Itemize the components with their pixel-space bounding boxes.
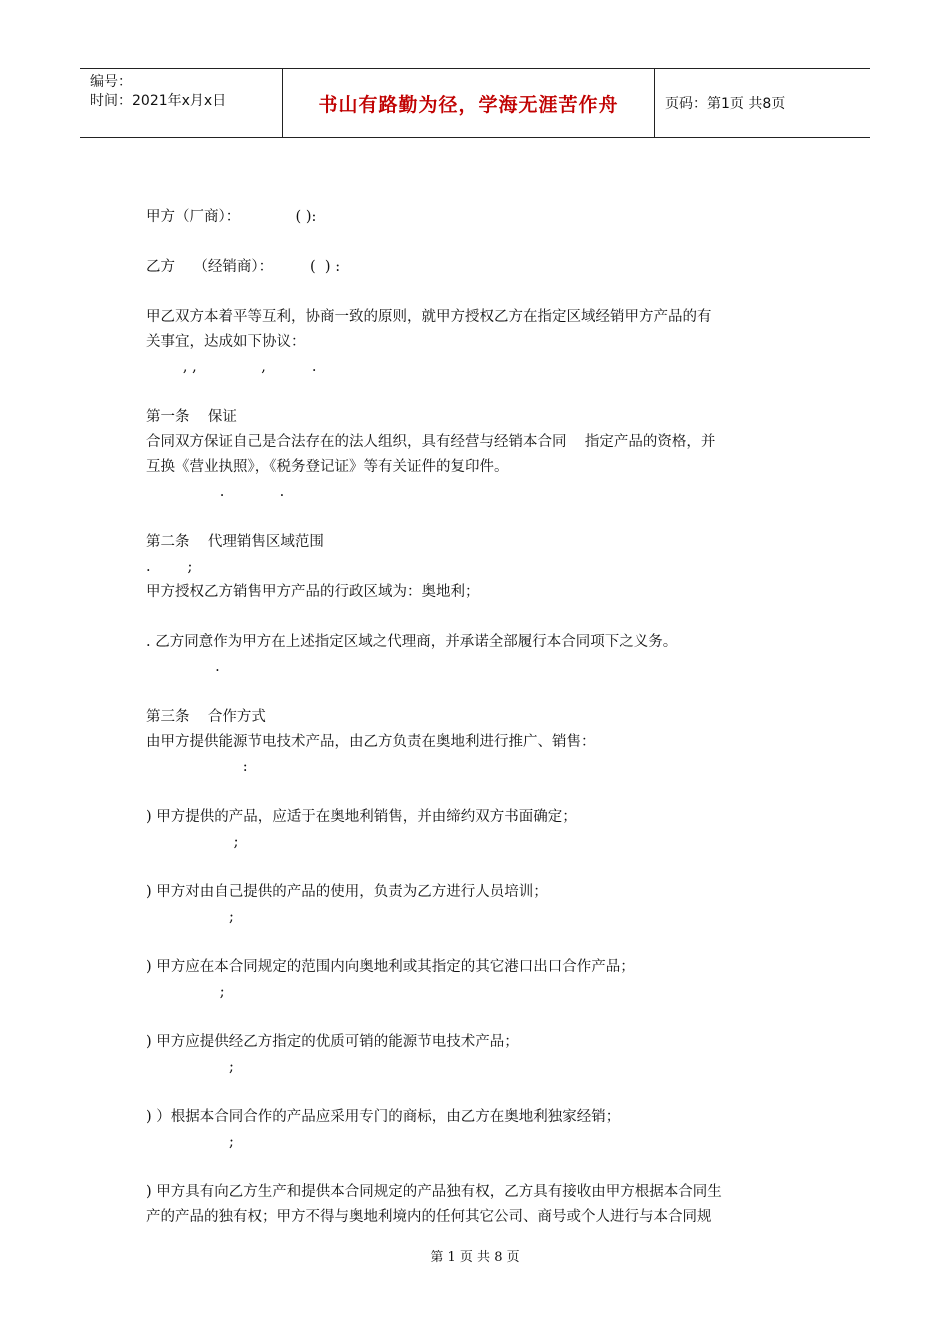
article-3-item-3: ) 甲方应在本合同规定的范围内向奥地利或其指定的其它港口出口合作产品； bbox=[146, 959, 635, 975]
document-time-label: 时间：2021年x月x日 bbox=[90, 93, 227, 109]
page-header bbox=[80, 68, 870, 138]
contract-body bbox=[146, 205, 814, 1230]
article-2-punctuation-2: . bbox=[146, 659, 220, 675]
party-a-line: 甲方（厂商）： ( ): bbox=[146, 209, 317, 225]
article-3-item-3-punctuation: ; bbox=[146, 984, 225, 1000]
header-page-info: 页码：第1页 共8页 bbox=[665, 96, 786, 112]
document-number-label: 编号： bbox=[90, 74, 132, 90]
article-3-item-5-punctuation: ; bbox=[146, 1134, 234, 1150]
article-3-item-5: ) ）根据本合同合作的产品应采用专门的商标，由乙方在奥地利独家经销； bbox=[146, 1109, 621, 1125]
article-1-line-1: 合同双方保证自己是合法存在的法人组织，具有经营与经销本合同 指定产品的资格，并 bbox=[146, 434, 716, 450]
intro-line-2: 关事宜，达成如下协议： bbox=[146, 334, 306, 350]
article-3-item-4-punctuation: ; bbox=[146, 1059, 234, 1075]
article-3-title: 第三条 合作方式 bbox=[146, 709, 266, 725]
article-3-item-1: ) 甲方提供的产品，应适于在奥地利销售，并由缔约双方书面确定； bbox=[146, 809, 577, 825]
article-3-item-2-punctuation: ; bbox=[146, 909, 234, 925]
header-motto: 书山有路勤为径，学海无涯苦作舟 bbox=[282, 69, 655, 137]
article-3-item-6-line-2: 产的产品的独有权；甲方不得与奥地利境内的任何其它公司、商号或个人进行与本合同规 bbox=[146, 1209, 712, 1225]
article-2-title: 第二条 代理销售区域范围 bbox=[146, 534, 324, 550]
article-3-item-2: ) 甲方对由自己提供的产品的使用，负责为乙方进行人员培训； bbox=[146, 884, 548, 900]
article-2-line-2: . 乙方同意作为甲方在上述指定区域之代理商，并承诺全部履行本合同项下之义务。 bbox=[146, 634, 678, 650]
article-1-line-2: 互换《营业执照》，《税务登记证》等有关证件的复印件。 bbox=[146, 459, 509, 475]
header-meta bbox=[80, 69, 282, 137]
page-footer: 第 1 页 共 8 页 bbox=[430, 1250, 520, 1265]
article-1-title: 第一条 保证 bbox=[146, 409, 237, 425]
party-b-line: 乙方 （经销商）： ( ) : bbox=[146, 259, 341, 275]
article-2-line-1: 甲方授权乙方销售甲方产品的行政区域为：奥地利； bbox=[146, 584, 480, 600]
article-3-punctuation-1: : bbox=[146, 759, 248, 775]
intro-line-1: 甲乙双方本着平等互利，协商一致的原则，就甲方授权乙方在指定区域经销甲方产品的有 bbox=[146, 309, 712, 325]
intro-punctuation: , , , . bbox=[146, 359, 317, 375]
article-2-punctuation-1: . ; bbox=[146, 559, 193, 575]
article-1-punctuation: . . bbox=[146, 484, 285, 500]
article-3-line-1: 由甲方提供能源节电技术产品，由乙方负责在奥地利进行推广、销售： bbox=[146, 734, 596, 750]
article-3-item-4: ) 甲方应提供经乙方指定的优质可销的能源节电技术产品； bbox=[146, 1034, 519, 1050]
article-3-item-1-punctuation: ; bbox=[146, 834, 239, 850]
article-3-item-6-line-1: ) 甲方具有向乙方生产和提供本合同规定的产品独有权，乙方具有接收由甲方根据本合同生 bbox=[146, 1184, 722, 1200]
